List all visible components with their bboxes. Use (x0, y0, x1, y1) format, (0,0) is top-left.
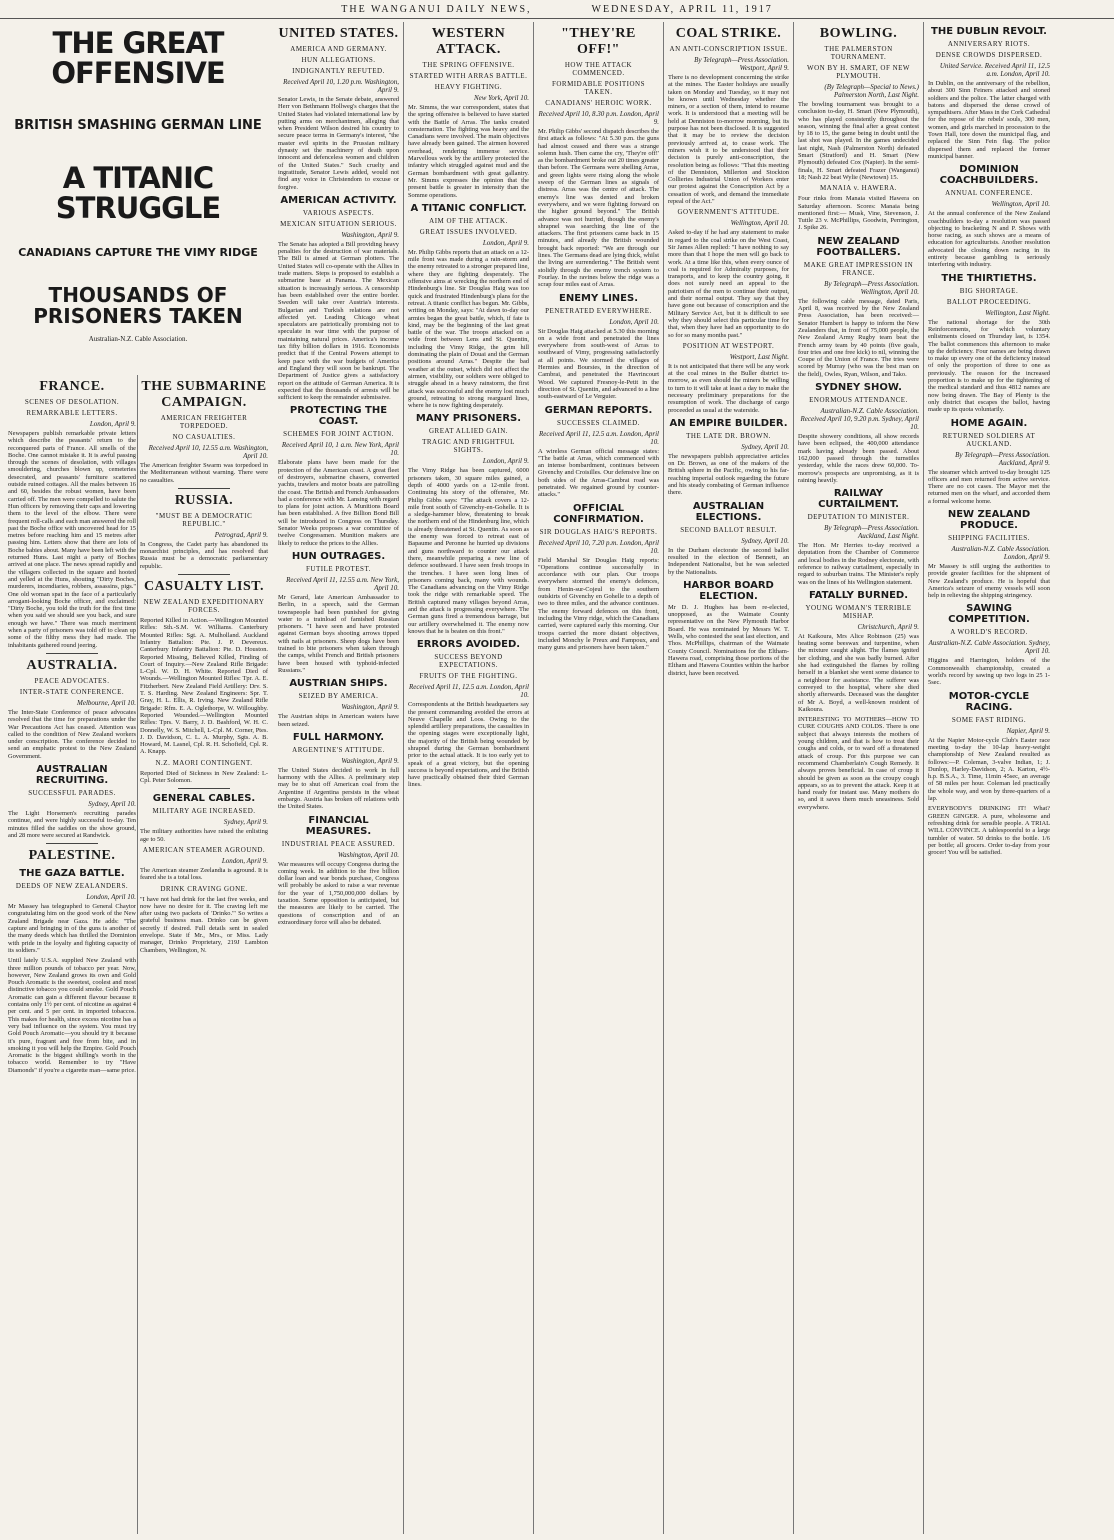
subhead: GOVERNMENT'S ATTITUDE. (677, 208, 780, 217)
article-title-general-cables: GENERAL CABLES. (152, 793, 256, 805)
article-body: Correspondents at the British headquarters say the present commanding avoided the errors at Neuve Chapelle and Loos. Owing to the splendid artillery preparations, the casualties in the opening stages were exceptionally light, the majority of the British being wounded by shrapnel during the German bombardment prior to the actual attack. It is too early yet to speak of a great victory, but the opening success is beyond expectations, and the British have practically obtained their third German lines. (408, 701, 529, 789)
masthead-title: THE WANGANUI DAILY NEWS, (341, 3, 532, 15)
article-title-palestine: PALESTINE. (28, 848, 116, 864)
column-divider (137, 375, 138, 1534)
advertisement-cough-remedy: INTERESTING TO MOTHERS—HOW TO CURE COUGHS AND COLDS. There is one subject that always interests the mothers of young children, and that is how to treat their coughs and colds, or to ward off a threatened attack of croup. For this purpose we can recommend Chamberlain's Cough Remedy. It always proves beneficial. In case of croup it should be given as soon as the croupy cough appears, so as to prevent the attack. Keep it at hand ready for instant use. Many mothers do so, and it saves them much uneasiness. Sold everywhere. (798, 716, 919, 811)
article-body: The American freighter Swarm was torpedoed in the Mediterranean without warning. There were no casualties. (140, 462, 268, 484)
subhead: DEEDS OF NEW ZEALANDERS. (15, 882, 129, 891)
subhead: REMARKABLE LETTERS. (26, 409, 118, 417)
divider (46, 843, 97, 844)
dateline: Received April 11, 12.5 a.m. London, April 10. (539, 429, 659, 446)
subhead: SYDNEY SHOW. (815, 382, 902, 394)
dateline: London, April 10. (609, 317, 659, 326)
divider (178, 488, 229, 489)
article-body: Sir Douglas Haig attacked at 5.30 this morning on a wide front and penetrated the lines everywhere from south-west of Arras to southward of Vimy, progressing satisfactorily at all points. We stormed the villages of Hermies and Boursies, in the direction of Cambrai, and penetrated the Havrincourt Wood. We captured Fresnoy-le-Petit in the direction of St. Quentin, and advanced to a line south-eastward of Le Verguier. (538, 327, 659, 401)
subhead: AMERICA AND GERMANY. (290, 45, 387, 53)
dateline: Wellington, Last Night. (985, 308, 1050, 317)
dateline: London, April 9. (89, 420, 136, 428)
masthead-date: WEDNESDAY, APRIL 11, 1917 (591, 3, 773, 15)
subhead: HOME AGAIN. (950, 417, 1028, 429)
subhead: TRAGIC AND FRIGHTFUL SIGHTS. (422, 438, 515, 455)
subhead: MILITARY AGE INCREASED. (152, 807, 256, 816)
column-5 (534, 22, 664, 1534)
article-body: There is no development concerning the strike at the mines. The Easter holidays are usually taken on Monday and Tuesday, so it may not be known until Wednesday whether the miners, or a section of them, intend to resume work. It is understood that a meeting will be held at Denniston to-morrow morning, but its purpose has not been disclosed. It is suggested that it may be to review the decision previously arrived at, to cease work. The miners wish it to be understood that their decision is purely anti-conscription, the resolution being as follows: "That this meeting of the Denniston, Millerton and Stockton Collieries Industrial Union of Workers enter our protest against the Conscription Act by a cessation of work, and demand the immediate repeal of the Act." (668, 74, 789, 206)
dateline: Washington, April 9. (341, 756, 399, 765)
article-body: The American steamer Zeelandia is aground. It is feared she is a total loss. (140, 866, 268, 882)
dateline: Melbourne, April 10. (77, 698, 136, 707)
subhead: BIG SHORTAGE. (959, 286, 1019, 295)
article-body: Mr. Philip Gibbs' second dispatch describes the first attack as follows: "At 5.30 p.m. the guns had almost ceased and there was a strange solemn hush. Then came the cry, 'They're off!' as the bombardment broke out 20 times greater than before. The Germans were shelling Arras, and green lights were rising along the whole sweep of the German lines as signals of distress. Arras was the centre of attack. The enemy's line was dented and broken everywhere, and we were fighting forward on the higher ground beyond." The British advance was not hurried, though the enemy's shrapnel was searching the line of the attackers. The first prisoners came back in 15 minutes, and already the British wounded brought back reported: "We are through our lines. The Germans dead are lying thick, whilst the living are surrendering." The British went stolidly through the enemy trench system to Fourlay. In the ravines below the ridge was a scrap four miles east of Arras. (538, 128, 659, 289)
subhead: NO CASUALTIES. (172, 433, 236, 441)
subhead: HUN ALLEGATIONS. (301, 56, 376, 64)
subhead: DENSE CROWDS DISPERSED. (935, 51, 1043, 59)
headline-british-smashing: BRITISH SMASHING GERMAN LINE (14, 117, 262, 133)
subhead: NEW ZEALAND FOOTBALLERS. (816, 235, 901, 258)
article-title-western-attack: WESTERN ATTACK. (431, 26, 506, 57)
column-2 (140, 375, 268, 957)
masthead (0, 0, 1114, 19)
dateline: Australian-N.Z. Cable Association. London, April 9. (951, 544, 1050, 561)
dateline: Washington, April 9. (341, 230, 399, 239)
article-body: Reported Killed in Action.—Wellington Mounted Rifles: Sth.-S.M. W. Williams. Canterbury Mounted Rifles: Sgt. A. Mulholland. Auckland Infantry Battalion: Pte. J. P. Devereux. Canterbury Infantry Battalion: Pte. D. Houston. Reported Missing, Believed Killed, Finding of Court of Inquiry.—New Zealand Rifle Brigade: L-Cpl. W. D. H. White. Reported Died of Wounds.—Wellington Mounted Rifles: Tpr. A. E. Fitzherbert. New Zealand Field Artillery: Drv. S. T. S. Harding. New Zealand Engineers: Spr. T. Gray, H. L. Ellis, R. Irving. New Zealand Rifle Brigade: Rfm. E. A. Oglethorpe, W. Willoughby. Reported Wounded.—Wellington Mounted Rifles: Tprs. V. Barry, J. D. Bashford, W. H. C. Donnelly, W. S. Mitchell, L-Cpl. M. Corner, Ptes. J. D. Davidson, C. L. A. Murphy, Sgts. A. B. Howard, M. Lasnel, Cpl. R. H. Schofield, Cpl. R. A. Knapp. (140, 617, 268, 756)
subhead: AUSTRALIAN ELECTIONS. (692, 500, 765, 523)
subhead: HARBOR BOARD ELECTION. (683, 579, 774, 602)
article-body: The United States decided to work in full harmony with the Allies. A preliminary step may be to shut off American coal from the Argentine if Argentina persists in the wheat embargo. Austria has broken off relations with the United States. (278, 766, 399, 811)
subhead: DOMINION COACHBUILDERS. (939, 164, 1039, 187)
subhead: AMERICAN FREIGHTER TORPEDOED. (160, 414, 248, 430)
article-body: Field Marshal Sir Douglas Haig reports: "Operations continue successfully in accordance with our plan. Our troops everywhere stormed the enemy's defences, from Henin-sur-Cojeul to the southern outskirts of Givenchy en Gohelle to a depth of two to three miles, and the advance continues. The enemy forward defences on this front, including the Vimy ridge, which the Canadians carried, were captured early this morning. Our troops carried the more distant objectives, included Monchy le Preux and Fampoux, and many guns and prisoners have been taken." (538, 556, 659, 652)
subhead: YOUNG WOMAN'S TERRIBLE MISHAP. (805, 603, 912, 620)
lead-headlines (8, 22, 268, 347)
subhead: THE THIRTIETHS. (941, 272, 1037, 284)
subhead: FINANCIAL MEASURES. (305, 814, 372, 837)
subhead: MANY PRISONERS. (415, 413, 522, 425)
dateline: (By Telegraph—Special to News.) Palmerston North, Last Night. (824, 83, 919, 99)
dateline: London, April 9. (482, 238, 529, 247)
article-body: A wireless German official message states: "The battle at Arras, which commenced with an intense bombardment, continues between Givenchy and Croisilles. Our defensive line on both sides of the Arras-Cambrai road was penetrated. We regained ground by counter-attacks." (538, 447, 659, 499)
headline-titanic-struggle: A TITANIC STRUGGLE (55, 160, 221, 225)
subhead: OFFICIAL CONFIRMATION. (553, 502, 644, 525)
dateline: Sydney, April 10. (741, 536, 789, 545)
article-body: The following cable message, dated Paris, April 8, was received by the New Zealand Press Association, has been received:— Senator Humbert is happy to inform the New Zealanders that, in front of 75,000 people, the New Zealand Army Rugby team beat the French army team by 40 points (five goals, four tries and one free kick) to nil, winning the Coupe of the Union of France. The tries were scored by Murray (who was the best man on the field), Owles, Ryan, Wilson, and Tako. (798, 297, 919, 378)
subhead: DEPUTATION TO MINISTER. (807, 513, 910, 522)
subhead: INDIGNANTLY REFUTED. (292, 67, 385, 75)
dateline: By Telegraph—Press Association. Westport, April 9. (694, 56, 789, 72)
article-body: Senator Lewis, in the Senate debate, answered Herr von Bethmann Hollweg's charges that the United States had violated international law by putting arms on merchantmen, alleging that when President Wilson desired his country to secure peace terms in Germany's interest, "the master evil spirits in the Prussian military dynasty set the machinery of death upon innocent and defenceless women and children of the United States." Such cruelty and ingratitude, Senator Lewis added, would not find any voice in Christendom to excuse or forgive. (278, 96, 399, 191)
dateline: Petrograd, April 9. (214, 530, 268, 539)
article-body: Asked to-day if he had any statement to make in regard to the coal strike on the West Coast, Sir James Allen replied: "I have nothing to say more than that I hope the men will go back to work. At a time like this, when every ounce of coal is required for Admiralty purposes, for transports, and to keep the country going, it does not surely need an appeal to the patriotism of the men to continue their output, and their normal output. They say that they have gone out because of conscription and the Military Service Act, but it is difficult to see why they should select this particular time for that, when they have had an opportunity to do so for so many months past." (668, 229, 789, 339)
subhead: VARIOUS ASPECTS. (302, 208, 375, 217)
article-body: Mr. Philip Gibbs reports that an attack on a 12-mile front was made during a rain-storm and the enemy retreated to a stronger prepared line, where they are fighting desperately. The offensive aims at wrecking the northern end of Hindenburg's line. Sir Douglas Haig was too quick and frustrated Hindenburg's plans for the retreat. A titanic conflict has begun. Mr. Gibbs, writing on Monday, says: "At dawn to-day our armies began the great battle, which, if fate is kind, may be the beginning of the last great battle of the war. The troops attacked on a wide front between Lens and St. Quentin, including the Vimy Ridge, the grim hill dominating the plain of Douai and the German positions around Arras." Despite the bad weather at the outset, which did not affect the airmen, visibility, our soldiers were obliged to struggle ahead in a heavy rainstorm, the first attack was successful and the enemy lost much ground, retreating to strong rearguard lines, where he is now fighting desperately. (408, 248, 529, 410)
dateline: Sydney, April 9. (223, 818, 268, 827)
article-body: The military authorities have raised the enlisting age to 50. (140, 828, 268, 843)
article-title-coal-strike: COAL STRIKE. (675, 26, 782, 41)
headline-great-offensive: THE GREAT OFFENSIVE (51, 26, 225, 91)
subhead: SUCCESSES CLAIMED. (557, 418, 640, 427)
article-body: At Kaikoura, Mrs Alice Robinson (25) was heating some beeswax and turpentine, when the mixture caught alight. The flames ignited her clothing, and she was badly burned. After she had extinguished the flames by rolling herself in a blanket she went some distance to a neighbour for assistance. The sufferer was conveyed to the hospital, where she died shortly afterwards. Deceased was the daughter of Mr A. Boyd, a well-known resident of Kaikoura. (798, 632, 919, 713)
subhead: AIM OF THE ATTACK. (429, 216, 508, 225)
article-body: War measures will occupy Congress during the coming week. In addition to the five billion dollar loan and war bonds purchase, Congress will probably be asked to raise a war revenue for the year of 1,750,000,000 dollars by taxation. Some opposition is anticipated, but the measures are likely to be carried. The questions of conscription and of an extraordinary force will also be debated. (278, 860, 399, 926)
article-body: Mr Massey is still urging the authorities to provide greater facilities for the shipment of New Zealand's produce. He is hopeful that America's seizure of enemy vessels will soon help in relieving the shipping stringency. (928, 562, 1050, 600)
subhead: SAWING COMPETITION. (948, 603, 1030, 626)
subhead: CANADIANS' HEROIC WORK. (545, 99, 652, 107)
subhead: SECOND BALLOT RESULT. (680, 525, 777, 534)
subhead: NEW ZEALAND PRODUCE. (947, 508, 1031, 531)
article-title-united-states: UNITED STATES. (278, 26, 399, 41)
subhead: RAILWAY CURTAILMENT. (818, 488, 899, 511)
dateline: London, April 10. (86, 893, 136, 902)
divider (178, 574, 229, 575)
subhead: GREAT ALLIED GAIN. (428, 427, 509, 436)
subhead: ERRORS AVOIDED. (416, 639, 521, 651)
article-body: Reported Died of Sickness in New Zealand: L-Cpl. Peter Solomon. (140, 769, 268, 785)
headline-canadians-vimy: CANADIANS CAPTURE THE VIMY RIDGE (18, 246, 258, 260)
subhead: AN ANTI-CONSCRIPTION ISSUE. (669, 45, 788, 53)
dateline: London, April 9. (482, 457, 529, 466)
dateline: Napier, April 9. (1006, 726, 1050, 735)
article-body: The national shortage for the 30th Reinforcements, for which voluntary enlistments closed on Thursday last, is 1354. The ballot commences this afternoon to make up the deficiency. Four names are being drawn to make up every one of the deficiency instead of only the proportion of three to one as previously. The reason for the increased proportion is to make up for the tightening of the medical standard and thus 4812 names are now being drawn. The Bay of Plenty is the only district that escapes the ballot, having made up its quota voluntarily. (928, 318, 1050, 414)
dateline: Washington, April 10. (337, 850, 399, 859)
subhead: FATALLY BURNED. (808, 589, 909, 601)
subhead: PROTECTING THE COAST. (289, 405, 388, 428)
subhead: POSITION AT WESTPORT. (682, 341, 775, 350)
article-body: In the Durham electorate the second ballot resulted in the election of Bennett, an Independent Nationalist, but he was selected by the Nationalists. (668, 546, 789, 576)
subhead: THE SPRING OFFENSIVE. (422, 61, 515, 69)
dateline: By Telegraph—Press Association. Auckland, Last Night. (824, 524, 919, 541)
dateline: Sydney, April 10. (88, 799, 136, 808)
subhead: PENETRATED EVERYWHERE. (545, 306, 652, 315)
subhead: AUSTRIAN SHIPS. (289, 678, 388, 690)
article-body: Newspapers publish remarkable private letters which describe the peasants' return to the reconquered parts of France. All smells of the Boche. One cannot mistake it. It is awful passing through the scenes of desolation, with villages smouldering, churches blown up, cemeteries desecrated, and peasants' furniture scattered outside ruined cottages. All the males between 16 and 60, besides the robust women, have been carried off. The men were compelled to salute the Hun officers by removing their caps and lowering them to the level of the elbow. There were frequent roll-calls and each man answered the roll past the Boche office with uncovered head for 15 metres before reaching him and 15 metres after passing him. Letters show that there are lots of Boche babies about. Many have been left with the returned Huns. Last night a party of Boches arrived at one place. The news spread rapidly and the villagers collected in the square and hooted and yelled at the Huns, shouting "Dirty Boches, murderers, incendiaries, robbers, assassins, pigs." One old woman spat in the face of a particularly arrogant-looking Boche officer, and exclaimed: "Dirty Boche, you told the truth for the first time when you said we should see you back, and sure enough we have." There was much merriment when a party of prisoners was told off to clean up some of the filthy mess they had made. The inhabitants gathered round jeering. (8, 430, 136, 649)
article-body: Mr Gerard, late American Ambassador to Berlin, in a speech, said the German townspeople had been punished for giving water to a trainload of famished Russian prisoners. "I have seen and have protested against German boys shooting arrows tipped with nails at prisoners. Sheep dogs have been trained to bite prisoners when taken through the camps, whilst French and British prisoners have been housed with typhoid-infected Russians." (278, 593, 399, 674)
cable-credit: Australian-N.Z. Cable Association. (88, 334, 188, 343)
article-title-bowling: BOWLING. (819, 26, 898, 41)
subhead: ARGENTINE'S ATTITUDE. (292, 745, 385, 754)
article-body: Mr. Simms, the war correspondent, states that the spring offensive is believed to have started with the Battle of Arras. The tanks created consternation. The fighting was heavy and the Canadians were involved. The main objectives have already been gained. The airmen hovered overhead, rendering immense service. Marvellous work by the artillery protected the infantry which struggled against mud and the German bombardment with great gallantry. Mr. Simms expresses the opinion that the present battle is greater in intensity than the Somme operations. (408, 104, 529, 199)
subhead: THE LATE DR. BROWN. (686, 431, 771, 440)
dateline: United Service. Received April 11, 12.5 a.m. London, April 10. (939, 62, 1050, 78)
column-7 (794, 22, 924, 1534)
article-title-recruiting: AUSTRALIAN RECRUITING. (35, 763, 109, 786)
article-body: Elaborate plans have been made for the protection of the American coast. A great fleet of destroyers, submarine chasers, converted yachts, trawlers and motor boats are patrolling the coast. The British and French Ambassadors had a conference with Mr. Lansing with regard to plans for joint action. A Munitions Board has been established. A five Billion Bond Bill will be introduced in Congress on Thursday. Senator Weeks proposes a war committee of twelve Congressmen. Munition makers are likely to reduce the prices to the Allies. (278, 459, 399, 547)
subhead: MAKE GREAT IMPRESSION IN FRANCE. (803, 260, 914, 277)
article-body: In Dublin, on the anniversary of the rebellion, about 300 Sinn Feiners attacked and stoned soldiers and the police. The latter charged with batons and dispersed the dense crowd of sympathisers. After Mass in the Cork Cathedral for the repose of the rebels' souls, 300 men, women, and girls marched in procession to the Town Hall, tore down the municipal flag, and replaced the Sinn Fein flag. The police dispersed them and replaced the former municipal banner. (928, 80, 1050, 160)
article-body: Mr Massey has telegraphed to General Chaytor congratulating him on the good work of the New Zealand Brigade near Gaza. He adds: "The capture and bringing in of the guns is another of the many deeds which has thrilled the Dominion with pride in the loyalty and fighting capacity of its soldiers." (8, 903, 136, 954)
dateline: Sydney, April 10. (741, 442, 789, 451)
subhead: SOME FAST RIDING. (951, 715, 1027, 724)
article-body: The bowling tournament was brought to a conclusion to-day, H. Smart (New Plymouth), who has played consistently throughout the season, winning the final after a great contest by 18 to 15, the game being in doubt until the last shot was played. In the games undecided last night, Nash (Palmerston North) defeated Smart (Stratford) and H. Smart (New Plymouth) defeated Cox (Napier). In the semi-finals, H. Smart defeated Frazer (Wanganui) 18; Nash 22 beat Wylie (Newtown) 15. (798, 101, 919, 181)
subhead: SUCCESS BEYOND EXPECTATIONS. (434, 653, 503, 670)
subhead: RETURNED SOLDIERS AT AUCKLAND. (942, 431, 1036, 448)
article-title-france: FRANCE. (39, 379, 105, 394)
subhead: SEIZED BY AMERICA. (298, 692, 379, 701)
dateline: Wellington, April 10. (730, 219, 789, 228)
subhead: THE PALMERSTON TOURNAMENT. (824, 45, 893, 61)
article-title-australia: AUSTRALIA. (26, 657, 118, 673)
subhead: MOTOR-CYCLE RACING. (948, 690, 1030, 713)
dateline: Westport, Last Night. (729, 352, 789, 361)
article-body: The Hon. Mr Herries to-day received a deputation from the Chamber of Commerce and local bodies in the Rodney electorate, with reference to railway curtailment, especially in regard to suburban trains. The Minister's reply was on the lines of his Wellington statement. (798, 542, 919, 586)
article-body: In Congress, the Cadet party has abandoned its monarchist principles, and has resolved that Russia must be a democratic parliamentary republic. (140, 540, 268, 570)
article-body: The Senate has adopted a Bill providing heavy penalties for the destruction of war materials. The Bill is aimed at German plotters. The United States will co-operate with the Allies in trade matters. Steps is proposed to establish a submarine base at Panama. The Mexican situation is increasingly serious. A censorship has been established over the entire border. Sweden will take over Austria's interests. Bulgarian and Turkish relations are not affected yet. Leading Chicago wheat speculators are patriotically promising not to speculate in war time with the purpose of maintaining natural prices. America's income tax fifty billion dollars in 1916. Economists predict that if the Central Powers attempt to keep pace with the war budgets of America and England they will soon be bankrupt. The Department of Justice gives a satisfactory report on the attitude of German America. It is expected that the thousands of arrests will be sufficient to keep the remainder submissive. (278, 240, 399, 402)
dateline: Washington, April 9. (341, 703, 399, 712)
article-body: The Light Horsemen's recruiting parades continue, and were highly successful to-day. Ten minutes filled the saddles on the show ground, and 28 more were secured at Randwick. (8, 809, 136, 839)
subhead: AMERICAN STEAMER AGROUND. (142, 845, 266, 854)
dateline: Christchurch, April 9. (857, 622, 919, 631)
dateline: Received April 10, 7.20 p.m. London, April 10. (538, 538, 659, 555)
advertisement-drinko: "I have not had drink for the last five weeks, and now have no desire for it. The craving left me after using two packets of 'Drinko.'" So writes a grateful business man. Drinko can be given secretly if desired. Full details sent in sealed envelope. State if Mr., Mrs., or Miss. Lady manager, Drinko Proprietary, 219J Lambton Chambers, Wellington, N. (140, 895, 268, 954)
subhead: AN EMPIRE BUILDER. (669, 417, 788, 429)
dateline: Australian-N.Z. Cable Association. Received April 10, 9.20 p.m. Sydney, April 10. (800, 407, 919, 432)
article-body: The Austrian ships in American waters have been seized. (278, 713, 399, 728)
dateline: Received April 10, 1 a.m. New York, April 10. (281, 441, 399, 458)
subhead: INDUSTRIAL PEACE ASSURED. (281, 839, 396, 848)
dateline: Wellington, April 10. (991, 200, 1050, 209)
subhead: THE GAZA BATTLE. (19, 868, 125, 880)
advertisement-green-ginger: EVERYBODY'S DRINKING IT! What? GREEN GINGER. A pure, wholesome and refreshing drink for sensible people. A TRIAL WILL CONVINCE. A tablespoonful to a large tumbler of water. 50 drinks to the bottle. 1/6 per bottle; all grocers. Order to-day from your grocer! You will be satisfied. (928, 805, 1050, 857)
dateline: London, April 9. (221, 856, 268, 865)
dateline: Received April 11, 12.5 a.m. London, April 10. (409, 683, 529, 700)
article-body: Mr D. J. Hughes has been re-elected, unopposed, as the Waimate County representative on the New Plymouth Harbor Board. He was nominated by Messrs W. T. Wells, who contested the seat last election, and Thos. McPhillips, chairman of the Waimate County Council. Nominations for the Eltham-Hawera road, comprising those portions of the Eltham and Hawera Counties within the harbor district, have been received. (668, 603, 789, 677)
subhead: DRINK CRAVING GONE. (160, 884, 248, 893)
headline-thousands-prisoners: THOUSANDS OF PRISONERS TAKEN (33, 282, 243, 328)
subhead: A WORLD'S RECORD. (950, 628, 1028, 637)
dateline: By Telegraph—Press Association. Wellington, April 10. (824, 279, 919, 296)
article-body: The Vimy Ridge has been captured, 6000 prisoners taken, 30 square miles gained, a depth of 4000 yards on a 12-mile front. Continuing his story of the offensive, Mr. Philip Gibbs says: "The attack covers a 12-mile front south of Givenchy-en-Gohelle. It is a sledge-hammer blow, threatening to break the northern end of the Hindenburg line, which is already threatened at St. Quentin. As soon as the enemy was forced to retreat east of Bapaume and Peronne he hurried up divisions and guns northward to counter our attack there, meanwhile preparing a new line of defence southward. I have seen fresh troops in the trenches. I have seen long lines of prisoners coming back, many with wounds. The Canadians advancing on the Vimy Ridge took the ridge with remarkable speed. The British captured many villages beyond Arras, and the attack is progressing everywhere. The German guns fired a tremendous barrage, but our artillery overwhelmed it. The enemy now knows that he is beaten on this front." (408, 467, 529, 635)
article-body: It is not anticipated that there will be any work at the coal mines in the Buller district to-morrow, as even should the miners be willing to turn to it will take at least a day to make the necessary preliminary preparations for the resumption of work. The discharge of cargo proceeded as usual at the waterside. (668, 362, 789, 414)
subhead: MANAIA v. HAWERA. (819, 184, 898, 193)
subhead: N.Z. MAORI CONTINGENT. (155, 758, 253, 767)
dateline: Received April 10, 1.20 p.m. Washington, April 9. (283, 78, 399, 94)
dateline: New York, April 10. (473, 94, 529, 102)
divider (46, 653, 97, 654)
subhead: GERMAN REPORTS. (544, 404, 653, 416)
article-body: Despite showery conditions, all show records have been eclipsed, the 400,000 attendance mark having already been passed. About 162,000 passed through the turnstiles yesterday, while the races drew 60,000. To-morrow's prospects are unpromising, as it is raining heavily. (798, 433, 919, 484)
dateline: Received April 10, 12.55 a.m. Washington, April 10. (148, 444, 268, 460)
subhead: WON BY H. SMART, OF NEW PLYMOUTH. (806, 64, 911, 80)
dateline: Australian-N.Z. Cable Association. Sydney, April 10. (928, 639, 1050, 656)
dateline: Received April 10, 8.30 p.m. London, April 9. (538, 110, 659, 126)
article-body: The steamer which arrived to-day brought 125 officers and men returned from active service. There are no cot cases. The Mayor met the returned men on the wharf, and accorded them a formal welcome home. (928, 468, 1050, 505)
article-title-casualty: CASUALTY LIST. (143, 579, 265, 595)
subhead: SIR DOUGLAS HAIG'S REPORTS. (539, 527, 658, 536)
subhead: ENEMY LINES. (559, 292, 638, 304)
subhead: FORMIDABLE POSITIONS TAKEN. (551, 80, 646, 96)
subhead: FULL HARMONY. (292, 731, 385, 743)
column-8 (924, 22, 1054, 1534)
article-title-submarine: THE SUBMARINE CAMPAIGN. (141, 379, 267, 410)
subhead: BALLOT PROCEEDING. (946, 297, 1032, 306)
subhead: SHIPPING FACILITIES. (948, 533, 1030, 542)
column-6 (664, 22, 794, 1534)
columns-right (274, 22, 1054, 1534)
subhead: HUN OUTRAGES. (291, 550, 386, 562)
subhead: SCHEMES FOR JOINT ACTION. (283, 430, 394, 439)
subhead: NEW ZEALAND EXPEDITIONARY FORCES. (143, 598, 265, 615)
subhead: SCENES OF DESOLATION. (24, 398, 120, 406)
article-body: At the annual conference of the New Zealand coachbuilders to-day a resolution was passed objecting to bracketing N and P. Shows with horse racing, as such shows are a means of education for agriculturists. Another resolution advocated the closing down racing in its entirety because gambling is seriously interfering with industry. (928, 210, 1050, 269)
subhead: SUCCESSFUL PARADES. (28, 788, 116, 797)
subhead: INTER-STATE CONFERENCE. (19, 687, 125, 696)
subhead: AMERICAN ACTIVITY. (280, 194, 397, 206)
subhead: FUTILE PROTEST. (306, 564, 371, 573)
article-body: Higgins and Harrington, holders of the Commonwealth championship, created a world's record by sawing up two logs in 25 1-5sec. (928, 657, 1050, 687)
divider (178, 788, 229, 789)
subhead: HEAVY FIGHTING. (434, 83, 503, 91)
subhead: MEXICAN SITUATION SERIOUS. (280, 219, 397, 228)
dateline: By Telegraph—Press Association. Auckland, April 9. (955, 450, 1050, 467)
subhead: STARTED WITH ARRAS BATTLE. (409, 72, 528, 80)
subhead: A TITANIC CONFLICT. (410, 202, 527, 214)
subhead: GREAT ISSUES INVOLVED. (419, 227, 518, 236)
article-title-russia: RUSSIA. (174, 492, 234, 508)
column-1 (8, 375, 136, 1077)
article-body: Four rinks from Manaia visited Hawera on Saturday afternoon. Scores: Manaia being mentioned first:— Musk, Vine, Stevenson, J. Tuttle 23 v. McPhillips, Goodwin, Perrington, J. Spike 26. (798, 195, 919, 232)
subhead: ANNIVERSARY RIOTS. (947, 40, 1031, 48)
article-body: The Inter-State Conference of peace advocates resolved that the time for preparations under the War Precautions Act has ceased. Attention was called to the condition of New Zealand workers under conscription. The conference decided to send an emphatic protest to the New Zealand Government. (8, 708, 136, 760)
advertisement-gold-pouch: Until lately U.S.A. supplied New Zealand with three million pounds of tobacco per year. Now, however, New Zealand grows its own and Gold Pouch Aromatic is the sweetest, coolest and most distinctive tobacco you could smoke. Gold Pouch Aromatic can gain a different flavour because it contains only 1½ per cent. of nicotine as against 4 per cent. and 5 per cent. in imported tobaccos. This makes for health, since excess nicotine has a very bad influence on the system. You must try Gold Pouch Aromatic—you should try it because it's pure, fragrant and free from bite, and in smoking it you will help the Empire. Gold Pouch Aromatic is the biggest shilling's worth in the tobacco world. Remember to try "Have Diamonds" if you're a cigarette man—same price. (8, 957, 136, 1074)
article-body: The newspapers publish appreciative articles on Dr. Brown, as one of the makers of the British sphere in the Pacific, owing to his far-reaching imperial outlook regarding the future and his steady combating of German influence there. (668, 452, 789, 497)
dateline: Received April 11, 12.55 a.m. New York, April 10. (286, 575, 399, 592)
article-title-dublin-revolt: THE DUBLIN REVOLT. (931, 26, 1047, 37)
subhead: "MUST BE A DEMOCRATIC REPUBLIC." (155, 511, 253, 528)
column-4 (404, 22, 534, 1534)
subhead: ANNUAL CONFERENCE. (945, 189, 1033, 198)
article-title-theyre-off: "THEY'RE OFF!" (561, 26, 636, 57)
subhead: FRUITS OF THE FIGHTING. (419, 672, 518, 681)
article-body: At the Napier Motor-cycle Club's Easter race meeting to-day the 10-lap heavy-weight championship of New Zealand resulted as follows:—P. Coleman, 3-valve Indian, 1; J. Dunlop, Harley-Davidson, 2; A. Karton, 4½-h.p. B.S.A., 3. Time, 11min 45sec, an average of 58 miles per hour. Coleman led practically the whole way, and won by three-quarters of a lap. (928, 736, 1050, 803)
column-3 (274, 22, 404, 1534)
subhead: HOW THE ATTACK COMMENCED. (564, 61, 633, 77)
subhead: ENORMOUS ATTENDANCE. (809, 396, 908, 405)
subhead: PEACE ADVOCATES. (34, 676, 110, 685)
